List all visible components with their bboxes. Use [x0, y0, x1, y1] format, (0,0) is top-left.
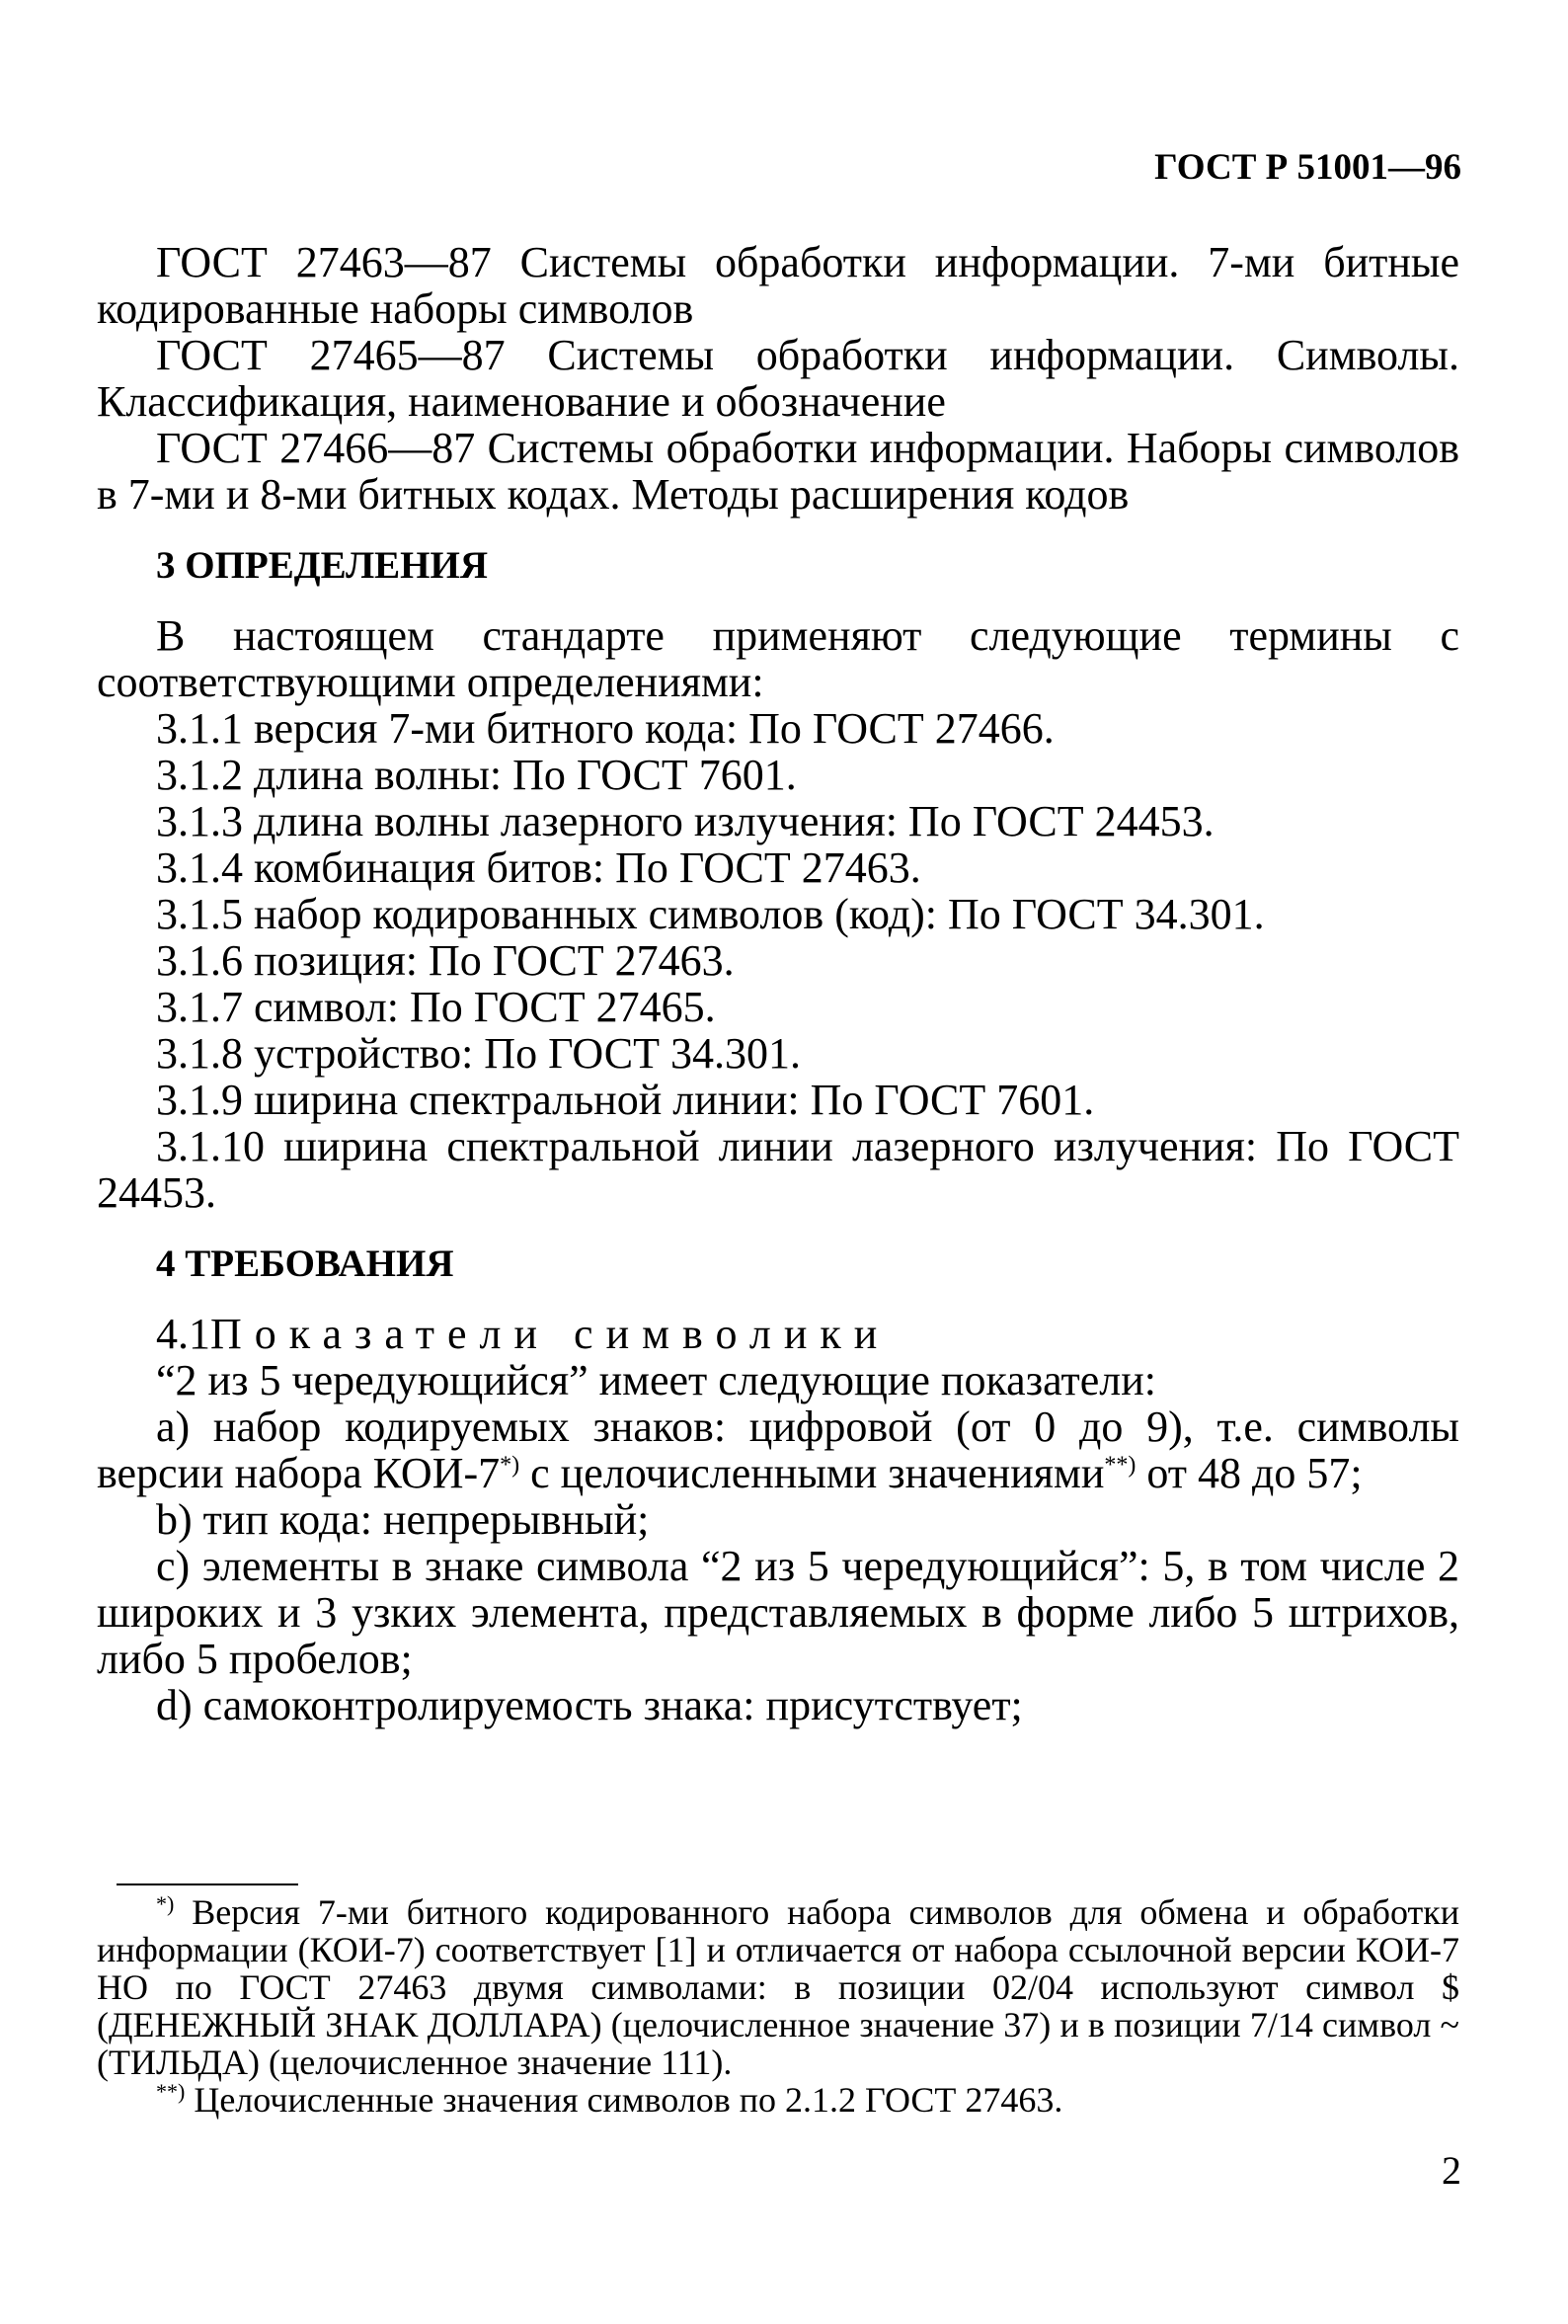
item-a-text: а) набор кодируемых знаков: цифровой (от 0 до 9), т.е. символы версии набора КОИ-7 — [97, 1402, 1459, 1497]
footnote-text: Целочисленные значения символов по 2.1.2 ГОСТ 27463. — [185, 2080, 1063, 2120]
document-code-header: ГОСТ Р 51001—96 — [1154, 147, 1461, 188]
normative-reference: ГОСТ 27465—87 Системы обработки информации. Символы. Классификация, наименование и обозначение — [97, 331, 1459, 426]
footnote-mark: **) — [156, 2079, 186, 2104]
section-3-heading: 3 ОПРЕДЕЛЕНИЯ — [156, 544, 488, 587]
subsection-lead: “2 из 5 чередующийся” имеет следующие показатели: — [156, 1356, 1156, 1404]
definition-item: 3.1.1 версия 7-ми битного кода: По ГОСТ 27466. — [156, 704, 1055, 753]
document-body — [97, 239, 1459, 1728]
page-number: 2 — [1442, 2148, 1461, 2193]
footnote-ref-1: *) — [500, 1452, 520, 1479]
definition-item: 3.1.10 ширина спектральной линии лазерного излучения: По ГОСТ 24453. — [97, 1122, 1459, 1217]
footnotes — [97, 1893, 1459, 2119]
definition-item: 3.1.3 длина волны лазерного излучения: По ГОСТ 24453. — [156, 797, 1215, 845]
footnote-mark: *) — [156, 1891, 175, 1916]
footnote-ref-2: **) — [1104, 1452, 1137, 1479]
definition-item: 3.1.2 длина волны: По ГОСТ 7601. — [156, 751, 797, 799]
definition-item: 3.1.6 позиция: По ГОСТ 27463. — [156, 936, 735, 985]
subsection-number: 4.1 — [156, 1310, 210, 1358]
footnote-divider — [117, 1883, 298, 1885]
definition-item: 3.1.9 ширина спектральной линии: По ГОСТ 7601. — [156, 1076, 1095, 1124]
subsection-4-1-title — [97, 1311, 1459, 1357]
section-3-intro: В настоящем стандарте применяют следующие термины с соответствующими определениями: — [97, 611, 1459, 706]
section-4-heading: 4 ТРЕБОВАНИЯ — [156, 1242, 454, 1285]
item-a-text: от 48 до 57; — [1136, 1449, 1363, 1497]
definition-item: 3.1.5 набор кодированных символов (код): По ГОСТ 34.301. — [156, 890, 1265, 938]
requirement-item-b: b) тип кода: непрерывный; — [156, 1495, 650, 1544]
footnote-2 — [97, 2081, 1459, 2119]
normative-reference: ГОСТ 27466—87 Системы обработки информации. Наборы символов в 7-ми и 8-ми битных кодах. Методы расширения кодов — [97, 424, 1459, 519]
footnote-text: Версия 7-ми битного кодированного набора символов для обмена и обработки информации (КОИ-7) соответствует [1] и отличается от набора ссылочной версии КОИ-7 НО по ГОСТ 27463 двумя символами: в позиции 02/04 используют символ $ (ДЕНЕЖНЫЙ ЗНАК ДОЛЛАРА) (целочисленное значение 37) и в позиции 7/14 символ ~ (ТИЛЬДА) (целочисленное значение 111). — [97, 1892, 1459, 2082]
requirement-item-c: с) элементы в знаке символа “2 из 5 чередующийся”: 5, в том числе 2 широких и 3 узких элемента, представляемых в форме либо 5 штрихов, либо 5 пробелов; — [97, 1542, 1459, 1683]
definition-item: 3.1.8 устройство: По ГОСТ 34.301. — [156, 1029, 801, 1078]
requirement-item-a — [97, 1403, 1459, 1496]
subsection-title: Показатели символики — [210, 1310, 891, 1358]
normative-reference: ГОСТ 27463—87 Системы обработки информации. 7-ми битные кодированные наборы символов — [97, 238, 1459, 333]
definition-item: 3.1.7 символ: По ГОСТ 27465. — [156, 983, 716, 1031]
requirement-item-d: d) самоконтролируемость знака: присутствует; — [156, 1681, 1023, 1729]
item-a-text: с целочисленными значениями — [519, 1449, 1105, 1497]
footnote-1 — [97, 1893, 1459, 2081]
definition-item: 3.1.4 комбинация битов: По ГОСТ 27463. — [156, 843, 921, 892]
